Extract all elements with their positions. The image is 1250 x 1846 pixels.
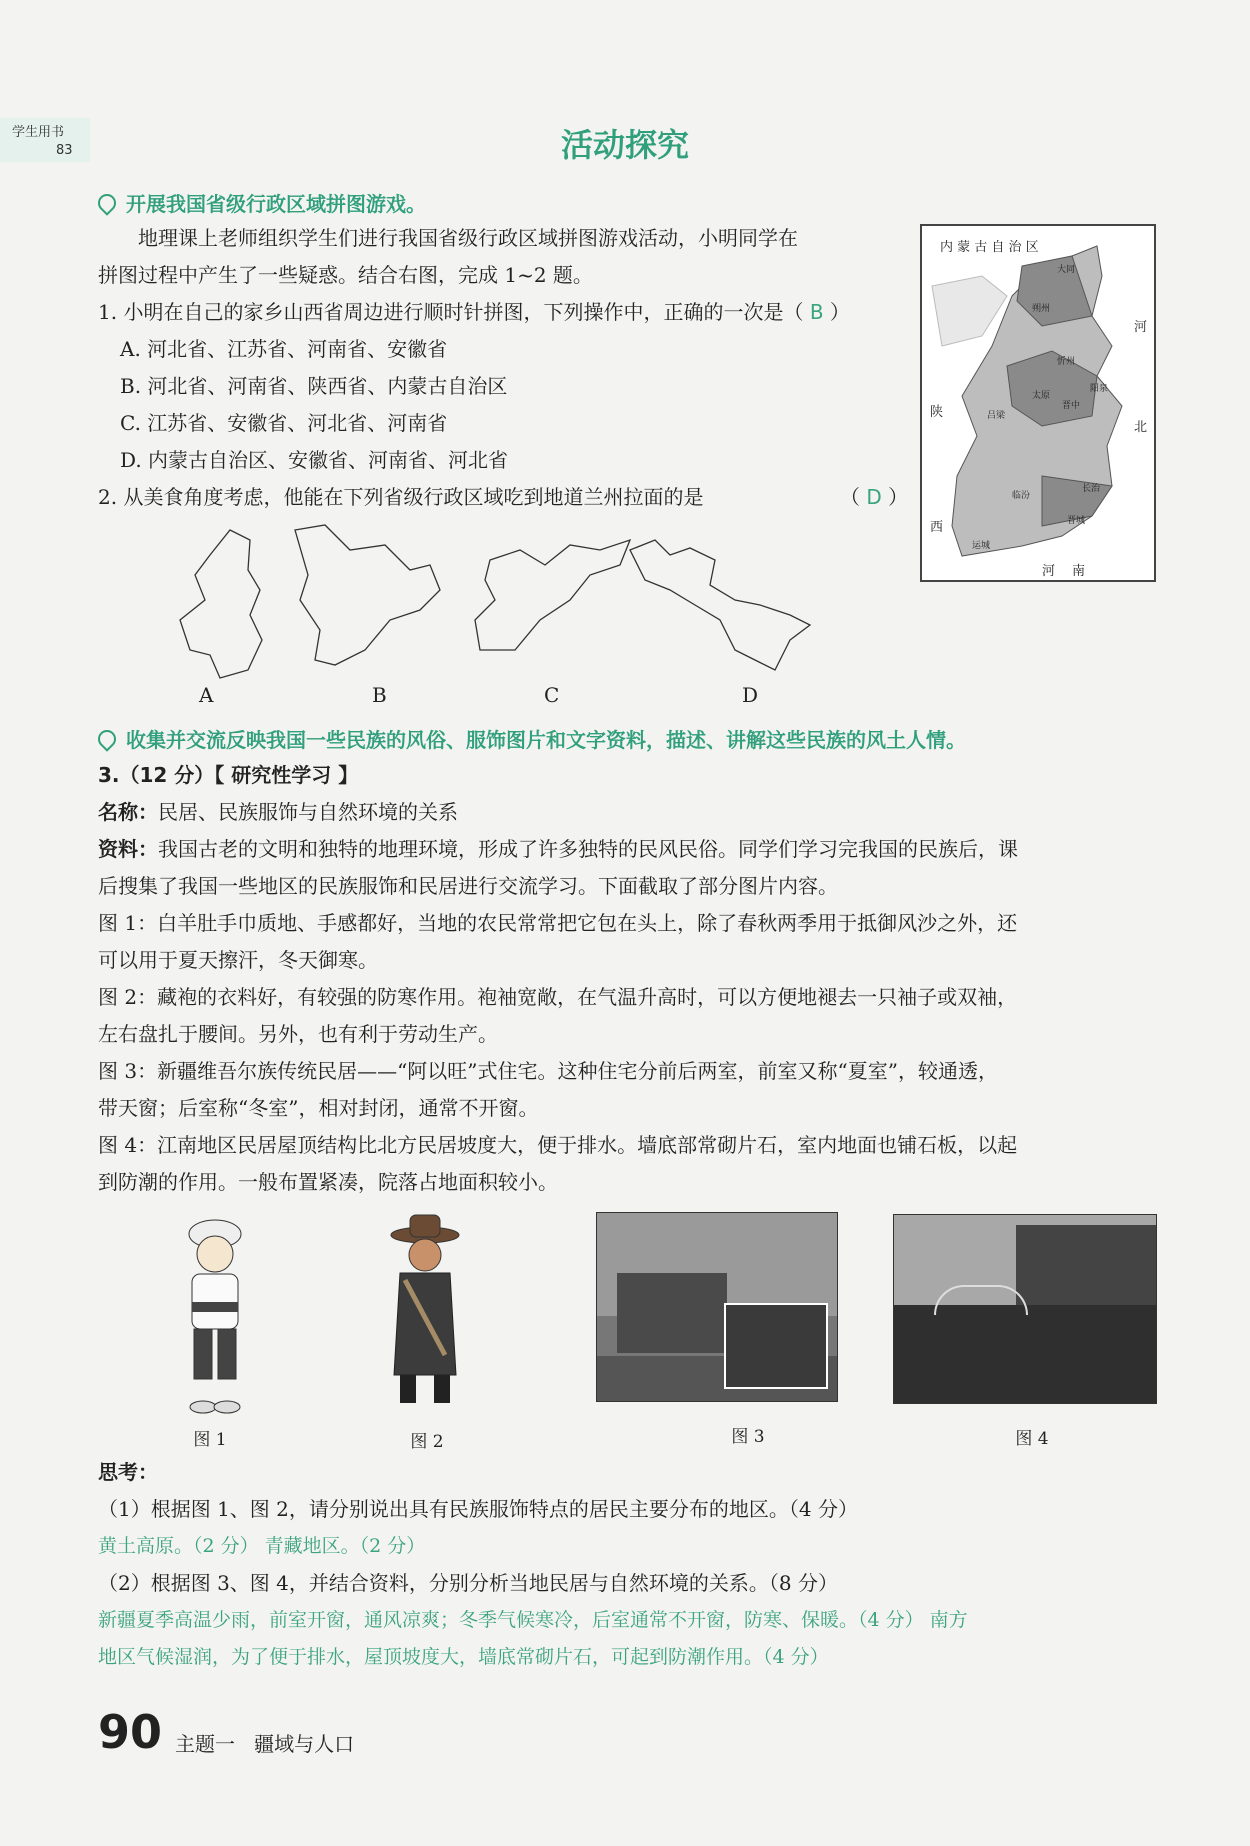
figure-2-image <box>380 1205 470 1420</box>
q2-answer: D <box>866 485 882 509</box>
map-label-hebei-2: 北 <box>1134 420 1148 435</box>
shanxi-map <box>920 224 1156 582</box>
map-label-inner-mongolia: 内 蒙 古 自 治 区 <box>940 240 1039 255</box>
intro-line-2: 拼图过程中产生了一些疑惑。结合右图，完成 1~2 题。 <box>98 263 593 287</box>
question-1: 1. 小明在自己的家乡山西省周边进行顺时针拼图，下列操作中，正确的一次是（ B ） <box>98 300 850 324</box>
city-shuozhou: 朔州 <box>1032 304 1051 314</box>
think-heading: 思考： <box>98 1460 158 1484</box>
shanxi-map-shape <box>922 226 1154 580</box>
fig3-line-2: 带天窗；后室称“冬室”，相对封闭，通常不开窗。 <box>98 1096 539 1120</box>
figure-1-image <box>170 1212 260 1422</box>
location-pin-icon <box>94 190 119 215</box>
section-heading-1: 开展我国省级行政区域拼图游戏。 <box>98 188 426 217</box>
outline-d-gansu <box>630 540 810 670</box>
caption-figure-4: 图 4 <box>1015 1429 1049 1449</box>
outline-a-shaanxi <box>180 530 262 678</box>
map-label-hebei-1: 河 <box>1134 320 1148 335</box>
fig4-line-2: 到防潮的作用。一般布置紧凑，院落占地面积较小。 <box>98 1170 558 1194</box>
fig2-line-2: 左右盘扎于腰间。另外，也有利于劳动生产。 <box>98 1022 498 1046</box>
sub-question-1: （1）根据图 1、图 2，请分别说出具有民族服饰特点的居民主要分布的地区。（4 分） <box>98 1497 858 1521</box>
outline-label-a: A <box>199 683 214 707</box>
material-line-1: 资料：我国古老的文明和独特的地理环境，形成了许多独特的民风民俗。同学们学习完我国的民族后，课 <box>98 837 1018 861</box>
sub-question-1-answer: 黄土高原。（2 分） 青藏地区。（2 分） <box>98 1535 426 1557</box>
outline-label-d: D <box>742 683 759 707</box>
caption-figure-2: 图 2 <box>410 1432 444 1452</box>
fig1-line-1: 图 1：白羊肚手巾质地、手感都好，当地的农民常常把它包在头上，除了春秋两季用于抵御风沙之外，还 <box>98 911 1018 935</box>
section-heading-2: 收集并交流反映我国一些民族的风俗、服饰图片和文字资料，描述、讲解这些民族的风土人情。 <box>98 724 966 753</box>
city-xinzhou: 忻州 <box>1057 357 1076 367</box>
city-jincheng: 晋城 <box>1067 516 1086 526</box>
side-tab-label: 学生用书 <box>12 125 65 140</box>
map-label-shaanxi-1: 陕 <box>930 405 944 420</box>
map-label-henan-1: 河 <box>1042 564 1056 579</box>
city-yuncheng: 运城 <box>972 541 991 551</box>
side-tab-page: 83 <box>56 143 73 158</box>
city-datong: 大同 <box>1057 265 1076 275</box>
q1-answer: B <box>809 300 824 324</box>
fig2-line-1: 图 2：藏袍的衣料好，有较强的防寒作用。袍袖宽敞，在气温升高时，可以方便地褪去一只袖子或双袖， <box>98 985 1018 1009</box>
question-3-heading: 3.（12 分）【 研究性学习 】 <box>98 763 359 787</box>
location-pin-icon <box>94 726 119 751</box>
city-yangquan: 阳泉 <box>1090 384 1109 394</box>
fig4-line-1: 图 4：江南地区民居屋顶结构比北方民居坡度大，便于排水。墙底部常砌片石，室内地面也铺石板，以起 <box>98 1133 1018 1157</box>
city-changzhi: 长治 <box>1082 484 1101 494</box>
city-jinzhong: 晋中 <box>1062 401 1081 411</box>
page-number: 90 <box>98 1705 163 1759</box>
outline-b-heilongjiang <box>295 525 440 665</box>
fig1-line-2: 可以用于夏天擦汗，冬天御寒。 <box>98 948 378 972</box>
sub-question-2-answer-line-1: 新疆夏季高温少雨，前室开窗，通风凉爽；冬季气候寒冷，后室通常不开窗，防寒、保暖。（4 分） 南方 <box>98 1609 968 1631</box>
outline-label-c: C <box>544 683 560 707</box>
question-2: 2. 从美食角度考虑，他能在下列省级行政区域吃到地道兰州拉面的是 <box>98 485 704 509</box>
caption-figure-3: 图 3 <box>731 1427 765 1447</box>
intro-line-1: 地理课上老师组织学生们进行我国省级行政区域拼图游戏活动，小明同学在 <box>138 226 798 250</box>
sub-question-2-answer-line-2: 地区气候湿润，为了便于排水，屋顶坡度大，墙底常砌片石，可起到防潮作用。（4 分） <box>98 1646 829 1668</box>
q1-option-a: A. 河北省、江苏省、河南省、安徽省 <box>120 337 448 361</box>
name-line: 名称：民居、民族服饰与自然环境的关系 <box>98 800 458 824</box>
map-label-henan-2: 南 <box>1072 564 1086 579</box>
caption-figure-1: 图 1 <box>193 1430 227 1450</box>
outline-label-b: B <box>372 683 387 707</box>
city-taiyuan: 太原 <box>1032 391 1051 401</box>
city-lvliang: 吕梁 <box>987 411 1006 421</box>
page-title: 活动探究 <box>560 126 689 164</box>
city-linfen: 临汾 <box>1012 491 1031 501</box>
q1-option-d: D. 内蒙古自治区、安徽省、河南省、河北省 <box>120 448 509 472</box>
figure-4-image <box>893 1214 1157 1404</box>
figure-3-image <box>596 1212 838 1402</box>
sub-question-2: （2）根据图 3、图 4，并结合资料，分别分析当地民居与自然环境的关系。（8 分） <box>98 1571 838 1595</box>
q2-answer-bracket: （ D ） <box>840 485 909 509</box>
footer-topic: 主题一 疆域与人口 <box>175 1732 355 1756</box>
outline-c-shandong <box>475 540 630 650</box>
material-line-2: 后搜集了我国一些地区的民族服饰和民居进行交流学习。下面截取了部分图片内容。 <box>98 874 838 898</box>
q1-option-c: C. 江苏省、安徽省、河北省、河南省 <box>120 411 448 435</box>
q1-option-b: B. 河北省、河南省、陕西省、内蒙古自治区 <box>120 374 508 398</box>
fig3-line-1: 图 3：新疆维吾尔族传统民居——“阿以旺”式住宅。这种住宅分前后两室，前室又称“夏室”，较通透， <box>98 1059 998 1083</box>
map-label-shaanxi-2: 西 <box>930 520 944 535</box>
province-outlines <box>150 520 850 690</box>
